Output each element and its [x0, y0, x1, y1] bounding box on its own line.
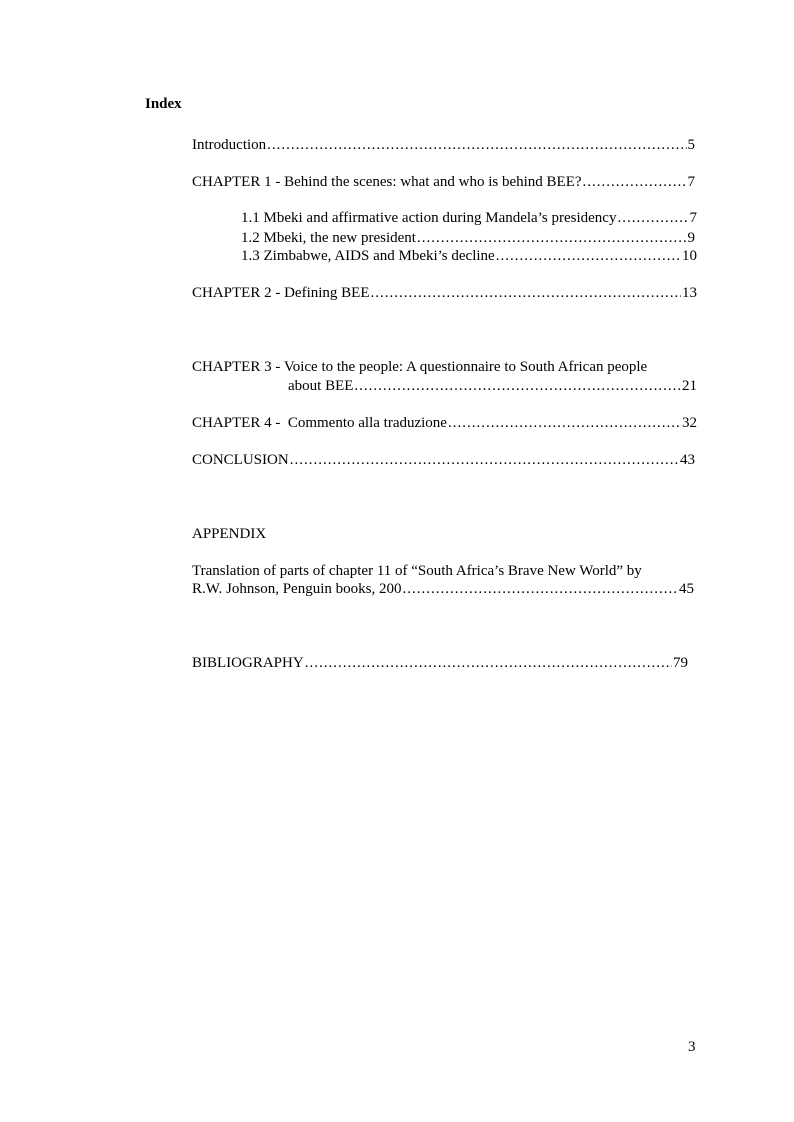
dot-leader	[417, 228, 687, 248]
toc-page-number: 7	[687, 174, 695, 190]
toc-entry-section-1-2	[241, 228, 695, 248]
toc-page-number: 10	[682, 248, 697, 264]
toc-label: CONCLUSION	[192, 452, 289, 468]
dot-leader	[371, 283, 682, 303]
toc-page-number: 21	[682, 378, 697, 394]
toc-entry-chapter-2	[192, 283, 697, 303]
toc-entry-chapter-1	[192, 172, 695, 192]
toc-label: 1.3 Zimbabwe, AIDS and Mbeki’s decline	[241, 248, 495, 264]
page-number: 3	[688, 1039, 696, 1055]
toc-page-number: 13	[682, 285, 697, 301]
index-heading: Index	[145, 96, 182, 112]
dot-leader	[354, 376, 681, 396]
toc-label: R.W. Johnson, Penguin books, 200	[192, 581, 402, 597]
dot-leader	[290, 450, 679, 470]
toc-label: about BEE	[288, 378, 354, 394]
toc-entry-chapter-3-line-1: CHAPTER 3 - Voice to the people: A questionnaire to South African people	[192, 359, 648, 375]
toc-page-number: 45	[679, 581, 694, 597]
toc-page-number: 32	[682, 415, 697, 431]
dot-leader	[305, 653, 672, 673]
toc-entry-appendix-line-1: Translation of parts of chapter 11 of “South Africa’s Brave New World” by	[192, 563, 642, 579]
toc-entry-appendix	[192, 579, 694, 599]
toc-page-number: 9	[687, 230, 695, 246]
toc-entry-chapter-3	[288, 376, 697, 396]
dot-leader	[583, 172, 687, 192]
appendix-heading: APPENDIX	[192, 526, 267, 542]
toc-entry-introduction	[192, 135, 695, 155]
toc-label: 1.2 Mbeki, the new president	[241, 230, 416, 246]
toc-entry-chapter-4	[192, 413, 697, 433]
toc-entry-conclusion	[192, 450, 695, 470]
toc-page-number: 7	[689, 210, 697, 226]
toc-label: CHAPTER 4 - Commento alla traduzione	[192, 415, 447, 431]
dot-leader	[402, 579, 678, 599]
toc-page-number: 79	[673, 655, 688, 671]
dot-leader	[617, 208, 688, 228]
toc-entry-section-1-3	[241, 246, 697, 266]
toc-label: CHAPTER 2 - Defining BEE	[192, 285, 370, 301]
dot-leader	[448, 413, 681, 433]
toc-entry-section-1-1	[241, 208, 697, 228]
toc-page-number: 5	[687, 137, 695, 153]
toc-label: CHAPTER 1 - Behind the scenes: what and who is behind BEE?	[192, 174, 582, 190]
toc-page-number: 43	[680, 452, 695, 468]
toc-label: BIBLIOGRAPHY	[192, 655, 304, 671]
toc-label: Introduction	[192, 137, 267, 153]
toc-entry-bibliography	[192, 653, 688, 673]
dot-leader	[267, 135, 686, 155]
toc-label: 1.1 Mbeki and affirmative action during Mandela’s presidency	[241, 210, 617, 226]
dot-leader	[496, 246, 681, 266]
